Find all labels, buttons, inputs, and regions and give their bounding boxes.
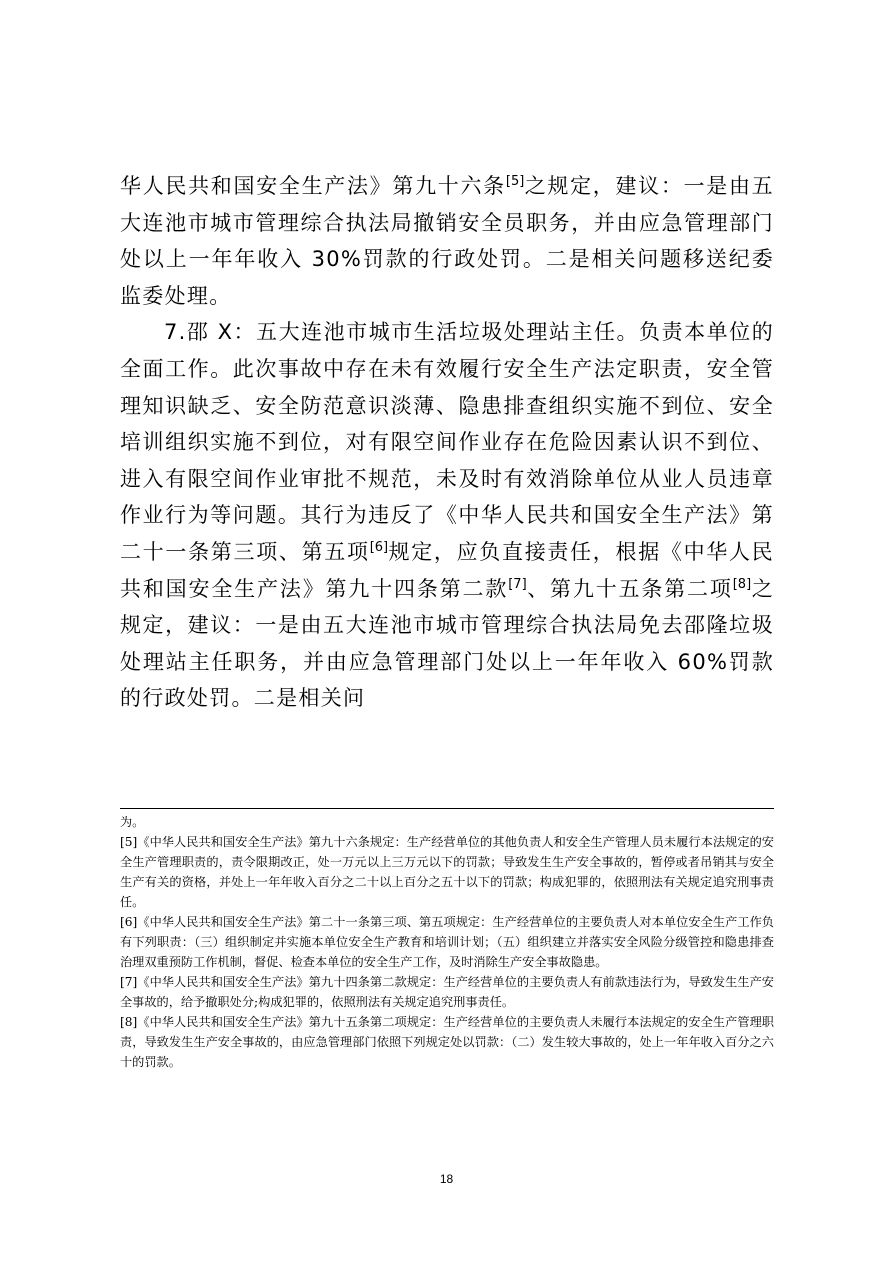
footnote-divider — [120, 808, 774, 809]
footnote-ref-8[interactable]: [8] — [732, 576, 752, 592]
footnotes — [120, 812, 774, 1072]
footnote-ref-7[interactable]: [7] — [508, 576, 527, 592]
footnote-ref-5[interactable]: [5] — [505, 174, 525, 189]
footnote-ref-6[interactable]: [6] — [369, 539, 389, 555]
page-number: 18 — [439, 1172, 454, 1186]
paragraph-item-7 — [120, 314, 774, 717]
text-run: 规定，应负直接责任，根据《中华人民共和国安全生产法》第九十四条第二款 — [120, 539, 774, 601]
text-run: 7.邵 X：五大连池市城市生活垃圾处理站主任。负责本单位的全面工作。此次事故中存在未有效履行安全生产法定职责，安全管理知识缺乏、安全防范意识淡薄、隐患排查组织实施不到位、安全培训组织实施不到位，对有限空间作业存在危险因素认识不到位、进入有限空间作业审批不规范，未及时有效消除单位从业人员违章作业行为等问题。其行为违反了《中华人民共和国安全生产法》第二十一条第三项、第五项 — [120, 320, 774, 564]
body-text — [120, 168, 774, 717]
footnote-6: [6]《中华人民共和国安全生产法》第二十一条第三项、第五项规定：生产经营单位的主要负责人对本单位安全生产工作负有下列职责：（三）组织制定并实施本单位安全生产教育和培训计划；（五）组织建立并落实安全风险分级管控和隐患排查治理双重预防工作机制，督促、检查本单位的安全生产工作，及时消除生产安全事故隐患。 — [120, 915, 774, 969]
footnote-continuation: 为。 — [120, 815, 145, 829]
text-run: 之规定，建议：一是由五大连池市城市管理综合执法局免去邵隆垃圾处理站主任职务，并由应急管理部门处以上一年年收入 60%罚款的行政处罚。二是相关问 — [120, 576, 774, 711]
footnote-7: [7]《中华人民共和国安全生产法》第九十四条第二款规定：生产经营单位的主要负责人有前款违法行为，导致发生生产安全事故的，给予撤职处分;构成犯罪的，依照刑法有关规定追究刑事责任。 — [120, 975, 774, 1009]
text-run: 之规定，建议：一是由五大连池市城市管理综合执法局撤销安全员职务，并由应急管理部门处以上一年年收入 30%罚款的行政处罚。二是相关问题移送纪委监委处理。 — [120, 174, 774, 308]
text-run: 华人民共和国安全生产法》第九十六条 — [120, 174, 506, 198]
paragraph-continuation — [120, 168, 774, 314]
footnote-8: [8]《中华人民共和国安全生产法》第九十五条第二项规定：生产经营单位的主要负责人未履行本法规定的安全生产管理职责，导致发生生产安全事故的，由应急管理部门依照下列规定处以罚款：（二）发生较大事故的，处上一年年收入百分之六十的罚款。 — [120, 1015, 774, 1069]
footnote-5: [5]《中华人民共和国安全生产法》第九十六条规定：生产经营单位的其他负责人和安全生产管理人员未履行本法规定的安全生产管理职责的，责令限期改正，处一万元以上三万元以下的罚款；导致发生生产安全事故的，暂停或者吊销其与安全生产有关的资格，并处上一年年收入百分之二十以上百分之五十以下的罚款；构成犯罪的，依照刑法有关规定追究刑事责任。 — [120, 835, 774, 909]
text-run: 、第九十五条第二项 — [526, 576, 733, 601]
